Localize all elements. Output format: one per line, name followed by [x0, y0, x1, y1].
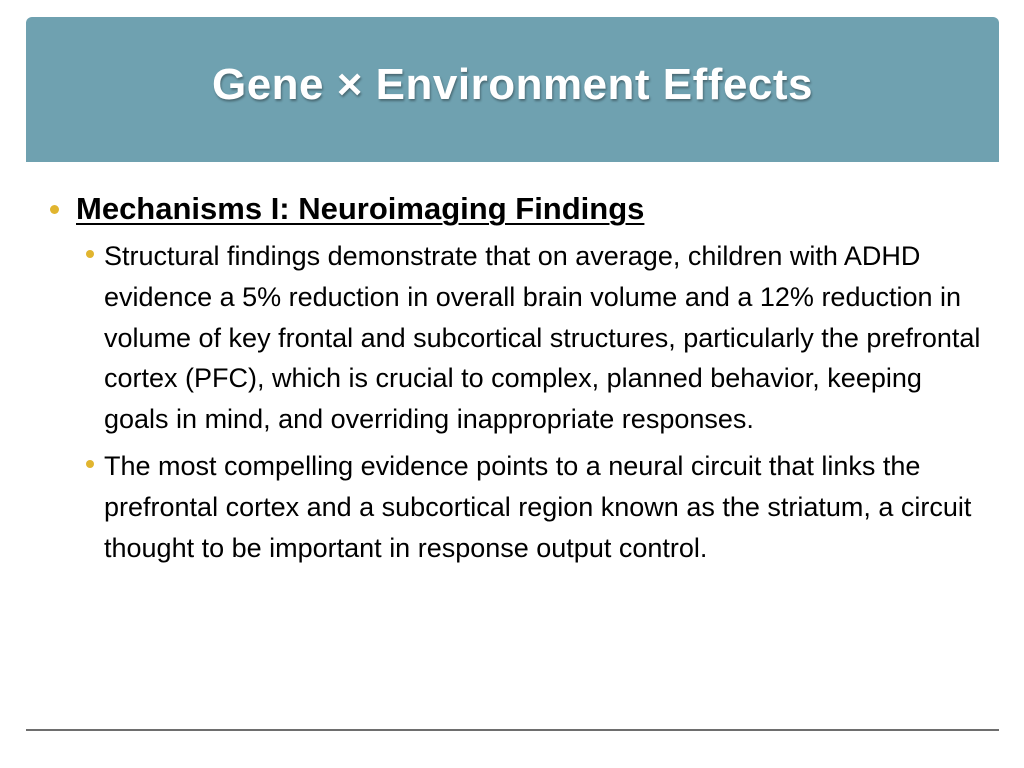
bullet-dot-icon: [50, 205, 59, 214]
section-heading: Mechanisms I: Neuroimaging Findings: [76, 191, 645, 226]
heading-item: [48, 188, 988, 230]
bullet-item: [86, 446, 986, 568]
slide-title: Gene × Environment Effects: [211, 59, 814, 109]
bullet-text: Structural findings demonstrate that on average, children with ADHD evidence a 5% reduction in overall brain volume and a 12% reduction in volume of key frontal and subcortical structures, particularly the prefrontal cortex (PFC), which is crucial to complex, planned behavior, keeping goals in mind, and overriding inappropriate responses.: [104, 241, 981, 435]
bullet-list: [86, 236, 986, 568]
bullet-dot-icon: [86, 250, 94, 258]
bullet-dot-icon: [86, 460, 94, 468]
bullet-item: [86, 236, 986, 440]
bullet-text: The most compelling evidence points to a neural circuit that links the prefrontal cortex and a subcortical region known as the striatum, a circuit thought to be important in response output control.: [104, 450, 972, 563]
bottom-divider: [26, 729, 999, 731]
slide-content: [48, 188, 988, 574]
title-bar: [26, 17, 999, 162]
